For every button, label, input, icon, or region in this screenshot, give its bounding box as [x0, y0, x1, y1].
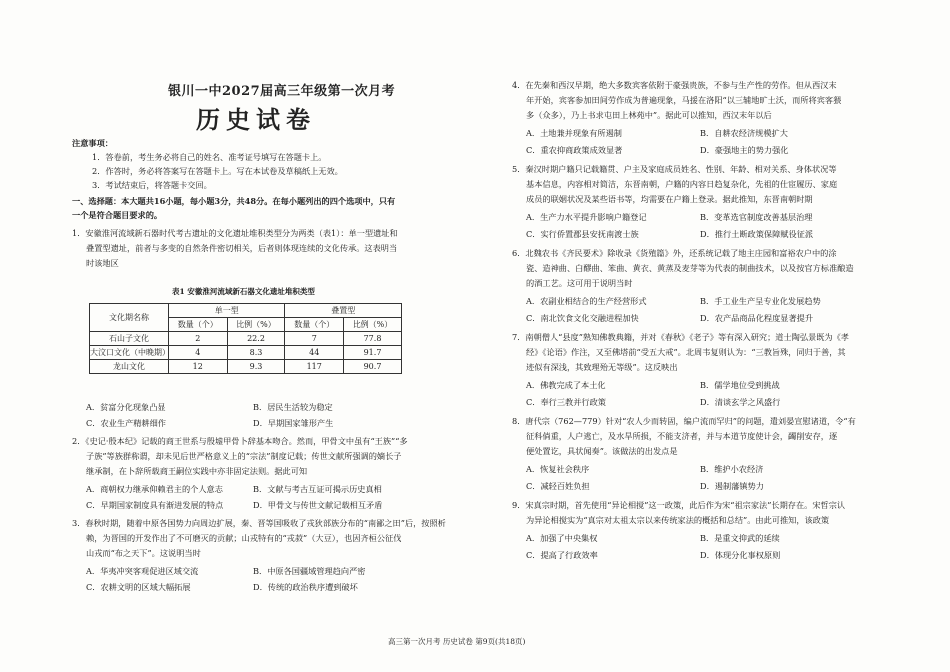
option-b[interactable]: B．是重文抑武的延续 [700, 533, 780, 543]
option-b[interactable]: B．自耕农经济规模扩大 [700, 128, 788, 138]
option-d[interactable]: D．豪强地主的势力强化 [700, 145, 789, 155]
table-cell: 117 [285, 360, 344, 374]
option-d[interactable]: D．体现分化事权原则 [700, 550, 781, 560]
paper-title: 历史试卷 [196, 105, 316, 134]
question-5-text: 基本信息，内容相对简洁，东晋南朝，户籍的内容日趋复杂化，先祖的仕宦履历、家庭 [526, 179, 838, 189]
exam-title: 银川一中2027届高三年级第一次月考 [168, 84, 396, 99]
option-c[interactable]: C．提高了行政效率 [526, 550, 598, 560]
option-c[interactable]: C．奉行三教并行政策 [526, 397, 606, 407]
option-a[interactable]: A．恢复社会秩序 [526, 464, 590, 474]
question-3-text: 山戎而“布之天下”。这说明当时 [86, 548, 201, 558]
option-d[interactable]: D．农产品商品化程度显著提升 [700, 313, 814, 323]
question-6-text: 6．北魏农书《齐民要术》除收录《货殖篇》外，还系统记载了地主庄园和富裕农户中的涂 [512, 248, 837, 258]
question-2-text: 继承制，在卜辞所载商王嗣位实践中亦非固定法则。据此可知 [86, 466, 308, 476]
option-b[interactable]: B．手工业生产呈专业化发展趋势 [700, 296, 821, 306]
table-cell: 2 [169, 332, 228, 346]
option-d[interactable]: D．推行土断政策保障赋役征派 [700, 229, 814, 239]
table-subheader: 比例（%） [344, 318, 402, 332]
table-header: 文化期名称 [90, 304, 169, 332]
question-9-text: 9．宋真宗时期，首先使用“异论相搅”这一政策，此后作为宋“祖宗家法”长期存在。宋哲宗认 [512, 500, 846, 510]
option-c[interactable]: C．重农抑商政策成效显著 [526, 145, 623, 155]
table-caption: 表1 安徽淮河流域新石器文化遗址堆积类型 [172, 287, 315, 296]
question-4-text: 年开始，宾客参加田间劳作成为普遍现象，马援在洛阳“以三辅地旷土沃，而所将宾客猥 [526, 95, 842, 105]
option-a[interactable]: A．佛教完成了本土化 [526, 380, 606, 390]
question-4-text: 多（众多），乃上书求屯田上林苑中”。据此可以推知，西汉末年以后 [526, 110, 772, 120]
question-2-text: 子族”等族群称谓，却未见后世严格意义上的“宗法”制度记载；传世文献所强调的嫡长子 [86, 451, 402, 461]
table-header: 单一型 [169, 304, 285, 318]
question-5-text: 5．秦汉时期户籍只记载籍贯、户主及家庭成员姓名、性别、年龄、相对关系、身体状况等 [512, 164, 837, 174]
option-b[interactable]: B．变革选官制度改善基层治理 [700, 212, 813, 222]
option-b[interactable]: B．文献与考古互证可揭示历史真相 [253, 484, 382, 494]
table-cell: 大汶口文化（中晚期） [90, 346, 169, 360]
option-a[interactable]: A．贫富分化现象凸显 [86, 402, 166, 412]
table-subheader: 比例（%） [227, 318, 285, 332]
data-table [89, 303, 402, 374]
section-instruction: 一个是符合题目要求的。 [72, 210, 163, 220]
table-row [90, 332, 402, 346]
table-cell: 石山子文化 [90, 332, 169, 346]
table-cell: 9.3 [227, 360, 285, 374]
table-cell: 8.3 [227, 346, 285, 360]
option-a[interactable]: A．华夷冲突客观促进区域交流 [86, 566, 199, 576]
question-4-text: 4．在先秦和西汉早期，绝大多数宾客依附于豪强贵族，不参与生产性的劳作。但从西汉末 [512, 80, 837, 90]
table-row [90, 360, 402, 374]
option-c[interactable]: C．早期国家制度具有渐进发展的特点 [86, 500, 224, 510]
table-cell: 龙山文化 [90, 360, 169, 374]
question-3-text: 3．春秋时期，随着中原各国势力向周边扩展，秦、晋等国吸收了戎狄部族分布的“南鄙之田”后，按照析 [72, 518, 446, 528]
option-a[interactable]: A．农副业相结合的生产经营形式 [526, 296, 647, 306]
option-d[interactable]: D．早期国家雏形产生 [253, 418, 334, 428]
option-d[interactable]: D．传统的政治秩序遭到破坏 [253, 582, 358, 592]
table-cell: 44 [285, 346, 344, 360]
question-1-text: 叠置型遗址，前者与多变的自然条件密切相关，后者则体现连续的文化传承。这表明当 [86, 243, 398, 253]
question-7-text: 7．南朝僧人“县度”熟知佛教典籍，并对《春秋》《老子》等有深入研究；道士陶弘景既为《孝 [512, 332, 849, 342]
question-3-text: 赖，为晋国的开发作出了不可磨灭的贡献；山戎特有的“戎菽”（大豆），也因齐桓公征伐 [86, 533, 402, 543]
table-header: 叠置型 [285, 304, 402, 318]
table-row [90, 346, 402, 360]
option-a[interactable]: A．商朝权力继承仰赖君主的个人意志 [86, 484, 223, 494]
table-cell: 4 [169, 346, 228, 360]
question-5-text: 成员的联姻状况及某些语书等，均需要在户籍上登录。据此推知，东晋南朝时期 [526, 194, 813, 204]
question-7-text: 迹似有深浅，其致理殆无等级”。这反映出 [526, 362, 678, 372]
option-d[interactable]: D．甲骨文与传世文献记载相互矛盾 [253, 500, 383, 510]
question-8-text: 8．唐代宗（762—779）针对“农人少而转固，编户流而罕归”的问题，遣刘晏宣慰诸道，令“有 [512, 416, 856, 426]
option-a[interactable]: A．加强了中央集权 [526, 533, 598, 543]
question-2-text: 2．《史记·殷本纪》记载的商王世系与殷墟甲骨卜辞基本吻合。然而，甲骨文中虽有“王族”“多 [72, 436, 408, 446]
option-a[interactable]: A．生产力水平提升影响户籍登记 [526, 212, 647, 222]
question-9-text: 为异论相搅实为“真宗对太祖太宗以来传统家法的概括和总结”。由此可推知，该政策 [526, 515, 830, 525]
option-b[interactable]: B．维护小农经济 [700, 464, 764, 474]
question-8-text: 征科倘重，人户逃亡，及水旱所损，不能支济者，并与本道节度使计会，蠲削安存，逐 [526, 431, 838, 441]
option-c[interactable]: C．实行侨置郡县安抚南渡士族 [526, 229, 639, 239]
question-6-text: 的酒工艺。这可用于说明当时 [526, 278, 633, 288]
option-d[interactable]: D．遏制藩镇势力 [700, 481, 764, 491]
notice-item: 2．作答时，务必将答案写在答题卡上。写在本试卷及草稿纸上无效。 [92, 166, 343, 176]
option-a[interactable]: A．土地兼并现象有所遏制 [526, 128, 622, 138]
table-cell: 7 [285, 332, 344, 346]
option-c[interactable]: C．农业生产精耕细作 [86, 418, 166, 428]
notice-heading: 注意事项： [72, 138, 113, 148]
option-b[interactable]: B．居民生活较为稳定 [253, 402, 333, 412]
table-subheader: 数量（个） [285, 318, 344, 332]
page-footer: 高三第一次月考 历史试卷 第9页(共18页) [388, 637, 526, 646]
table-cell: 77.8 [344, 332, 402, 346]
option-d[interactable]: D．清谈玄学之风盛行 [700, 397, 781, 407]
option-c[interactable]: C．南北饮食文化交融进程加快 [526, 313, 639, 323]
table-cell: 12 [169, 360, 228, 374]
table-cell: 22.2 [227, 332, 285, 346]
option-b[interactable]: B．儒学地位受到挑战 [700, 380, 780, 390]
notice-item: 3．考试结束后，将答题卡交回。 [92, 180, 212, 190]
notice-item: 1．答卷前，考生务必将自己的姓名、准考证号填写在答题卡上。 [92, 152, 327, 162]
question-1-text: 时该地区 [86, 258, 119, 268]
table-cell: 91.7 [344, 346, 402, 360]
section-instruction: 一、选择题：本大题共16小题，每小题3分，共48分。在每小题列出的四个选项中，只有 [72, 196, 396, 206]
question-1-text: 1．安徽淮河流域新石器时代考古遗址的文化遗址堆积类型分为两类（表1）：单一型遗址和 [72, 228, 398, 238]
table-subheader: 数量（个） [169, 318, 228, 332]
question-6-text: 瓷、造神曲、白醪曲、笨曲、黄衣、黄蒸及麦芽等为代表的制曲技术，以及按官方标准酿造 [526, 263, 854, 273]
table-cell: 90.7 [344, 360, 402, 374]
option-c[interactable]: C．农耕文明的区域大幅拓展 [86, 582, 191, 592]
option-c[interactable]: C．减轻百姓负担 [526, 481, 590, 491]
question-8-text: 便处置讫，具状闻奏”。该做法的出发点是 [526, 446, 678, 456]
option-b[interactable]: B．中原各国疆域管理趋向严密 [253, 566, 366, 576]
question-7-text: 经》《论语》作注，又至佛塔前“受五大戒”。北周韦复则认为：“三教旨殊，同归于善，其 [526, 347, 846, 357]
